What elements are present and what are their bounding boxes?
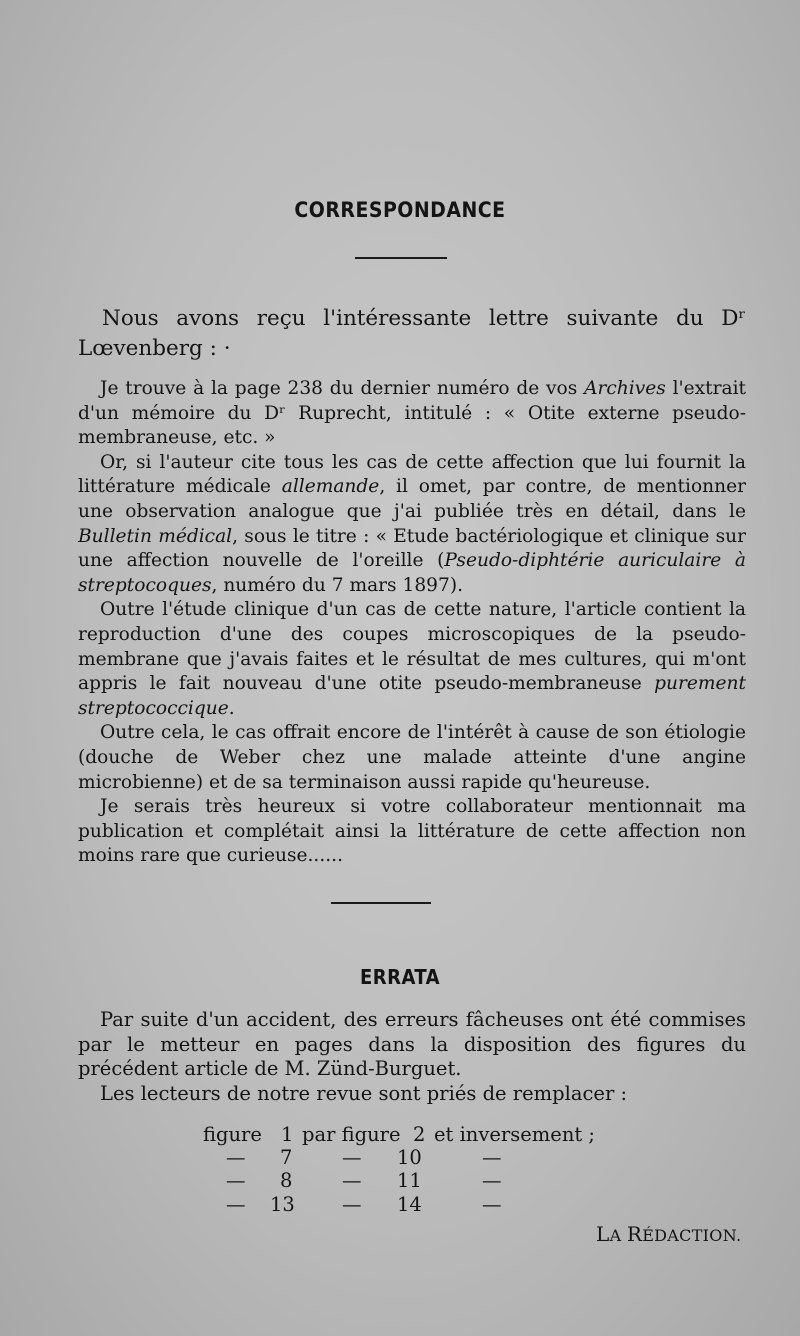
section-title-correspondance: CORRESPONDANCE — [294, 198, 506, 222]
figure-line-1-e: et inversement ; — [434, 1123, 595, 1146]
letter-paragraph-5: Je serais très heureux si votre collaborateur mentionnait ma publication et complétait ainsi la littérature de cette affection non moins rare que curieuse...... — [78, 796, 746, 867]
figure-line-4-d: 14 — [397, 1193, 422, 1216]
figure-line-2-b: 7 — [280, 1146, 293, 1169]
text-run: Je trouve à la page 238 du dernier numéro de vos — [100, 378, 585, 399]
italic-run: purement streptococcique — [78, 673, 746, 719]
italic-run: Bulletin médical — [78, 525, 233, 547]
text-run: , il omet, par contre, de mentionner une observation analogue que j'ai publiée très en détail, dans le — [78, 476, 746, 522]
figure-line-4-a: — — [226, 1193, 246, 1216]
signature-text: A — [609, 1226, 622, 1245]
errata-paragraph-1: Par suite d'un accident, des erreurs fâcheuses ont été commises par le metteur en pages dans la disposition des figures du précédent article de M. Zünd-Burguet. — [78, 1008, 746, 1080]
intro-paragraph — [78, 304, 746, 364]
text-run: . — [228, 697, 235, 719]
figure-line-1-d: 2 — [413, 1123, 426, 1146]
figure-line-4-b: 13 — [270, 1193, 295, 1216]
text-run: , numéro du 7 mars 1897). — [211, 574, 463, 596]
errata-paragraph-2: Les lecteurs de notre revue sont priés de remplacer : — [100, 1081, 628, 1105]
figure-line-3-d: 11 — [397, 1169, 422, 1192]
text-run: Or, si l'auteur cite tous les cas de cette affection que lui fournit la littérature médicale — [78, 451, 746, 498]
letter-paragraph-2 — [78, 451, 746, 599]
letter-body — [78, 377, 746, 869]
italic-run: Pseudo-diphtérie auriculaire à streptocoques — [78, 550, 746, 596]
text-run: Outre l'étude clinique d'un cas de cette nature, l'article contient la reproduction d'une des coupes microscopiques de la pseudo-membrane que j'avais faites et le résultat de mes cultures, qui m'ont appris le fait nouveau d'une otite pseudo-membraneuse — [78, 599, 746, 695]
italic-run: allemande — [281, 476, 380, 498]
figure-line-3-c: — — [342, 1169, 362, 1192]
title-divider — [355, 257, 447, 259]
intro-text: Nous avons reçu l'intéressante lettre suivante du Dʳ Lœvenberg : · — [78, 306, 746, 361]
section-divider — [331, 902, 431, 904]
figure-line-4-e: — — [482, 1193, 502, 1216]
signature-initial: L — [596, 1222, 610, 1246]
figure-line-1-a: figure — [203, 1123, 262, 1146]
text-run: , sous le titre : « Etude bactériologique et clinique sur une affection nouvelle de l'oreille ( — [78, 525, 746, 572]
signature-text: ÉDACTION. — [642, 1226, 742, 1245]
figure-line-2-d: 10 — [397, 1146, 422, 1169]
signature-initial: R — [626, 1222, 643, 1246]
letter-paragraph-1 — [78, 377, 746, 451]
figure-line-1-b: 1 — [281, 1123, 294, 1146]
figure-line-2-e: — — [482, 1146, 502, 1169]
errata-body — [78, 1008, 746, 1106]
text-run: l'extrait d'un mémoire du Dʳ Ruprecht, intitulé : « Otite externe pseudo-membraneuse, etc. » — [78, 378, 746, 449]
figure-line-2-c: — — [342, 1146, 362, 1169]
italic-run: Archives — [584, 378, 666, 399]
figure-line-3-e: — — [482, 1169, 502, 1192]
figure-line-3-b: 8 — [280, 1169, 293, 1192]
signature — [596, 1222, 741, 1246]
letter-paragraph-4: Outre cela, le cas offrait encore de l'intérêt à cause de son étiologie (douche de Weber chez une malade atteinte d'une angine microbienne) et de sa terminaison aussi rapide qu'heureuse. — [78, 722, 746, 793]
figure-line-2-a: — — [226, 1146, 246, 1169]
figure-line-4-c: — — [342, 1193, 362, 1216]
figure-line-1-c: par figure — [302, 1123, 401, 1146]
section-title-errata: ERRATA — [359, 965, 441, 989]
figure-line-3-a: — — [226, 1169, 246, 1192]
letter-paragraph-3 — [78, 598, 746, 721]
